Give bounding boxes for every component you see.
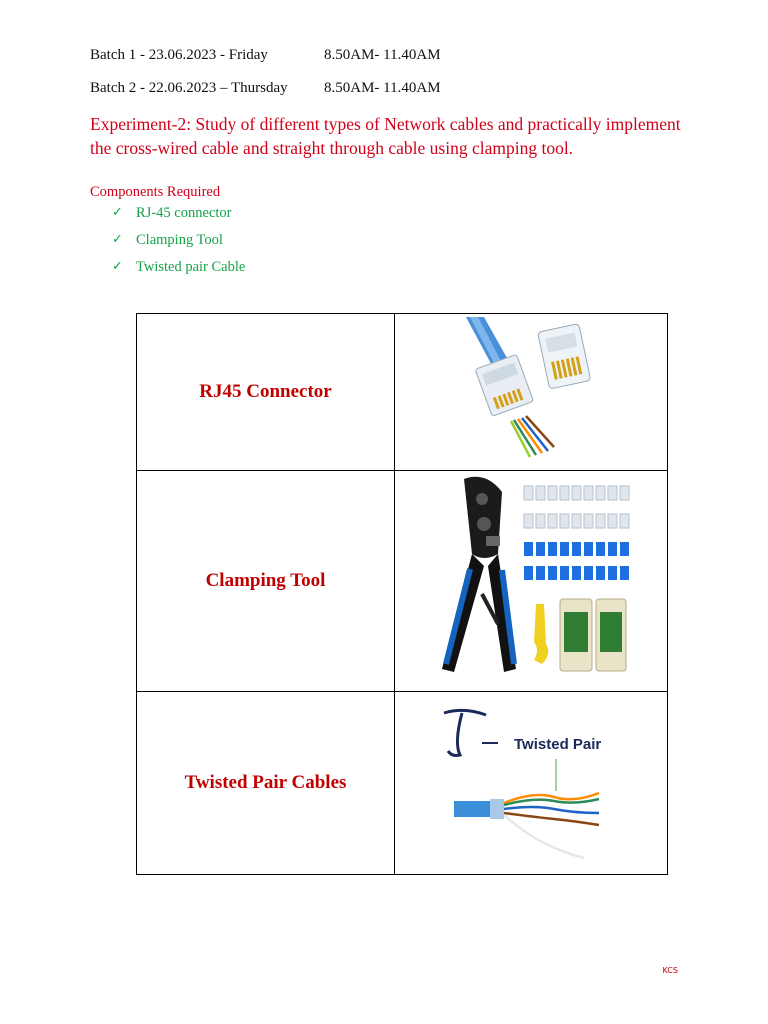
crimping-tool-image <box>395 471 668 692</box>
table-row <box>137 314 668 471</box>
list-item <box>112 259 245 286</box>
twisted-pair-image <box>395 692 668 875</box>
list-item <box>112 205 245 232</box>
batch-2-line <box>90 80 441 97</box>
table-label-cell <box>137 692 395 875</box>
checkmark-icon: ✓ <box>112 232 123 247</box>
component-label: Twisted pair Cable <box>136 259 246 275</box>
footer-initials: KCS <box>662 966 678 975</box>
component-label: RJ-45 connector <box>136 205 232 221</box>
component-label: Clamping Tool <box>136 232 223 248</box>
row-label: RJ45 Connector <box>199 381 332 402</box>
batch-2-time: 8.50AM- 11.40AM <box>324 80 441 96</box>
components-list <box>112 205 245 286</box>
components-table <box>136 313 668 875</box>
list-item <box>112 232 245 259</box>
row-label: Twisted Pair Cables <box>184 772 347 793</box>
crimping-tool-kit-photo <box>424 474 639 684</box>
experiment-title: Experiment-2: Study of different types of Network cables and practically implement the cross-wired cable and straight through cable using clamping tool. <box>90 114 681 158</box>
checkmark-icon: ✓ <box>112 259 123 274</box>
twisted-pair-image-text: Twisted Pair <box>513 736 601 753</box>
checkmark-icon: ✓ <box>112 205 123 220</box>
rj45-connector-image <box>395 314 668 471</box>
components-heading: Components Required <box>90 184 221 200</box>
table-label-cell <box>137 314 395 471</box>
twisted-pair-cable-photo <box>424 693 639 868</box>
table-label-cell <box>137 471 395 692</box>
row-label: Clamping Tool <box>205 570 326 591</box>
batch-2-label: Batch 2 - 22.06.2023 – Thursday <box>90 80 288 96</box>
batch-1-line <box>90 47 441 64</box>
table-row <box>137 692 668 875</box>
rj45-connector-photo <box>456 315 606 465</box>
table-row <box>137 471 668 692</box>
batch-1-label: Batch 1 - 23.06.2023 - Friday <box>90 47 268 63</box>
batch-1-time: 8.50AM- 11.40AM <box>324 47 441 63</box>
